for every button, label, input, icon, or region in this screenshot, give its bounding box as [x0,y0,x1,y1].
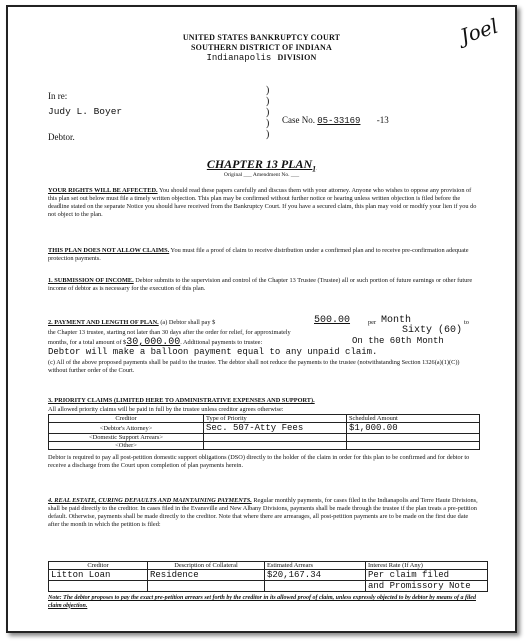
payment-period: Month [381,315,412,326]
district-name: SOUTHERN DISTRICT OF INDIANA [191,43,332,52]
plan-title [8,157,515,173]
real-estate-table-header [49,562,488,570]
re-row1-interest: Per claim filed [366,570,488,581]
table-row [49,581,488,592]
re-row2-arrears [265,581,366,592]
priority-row2-creditor: <Domestic Support Arrears> [49,434,204,442]
section3-heading-text: 3. PRIORITY CLAIMS (LIMITED HERE TO ADMINISTRATIVE EXPENSES AND SUPPORT). [48,397,315,404]
re-row1-creditor: Litton Loan [49,570,148,581]
section3-intro: All allowed priority claims will be paid in full by the trustee unless creditor agrees otherwise: [48,406,284,413]
re-col-interest: Interest Rate (If Any) [366,562,488,570]
priority-table-header [49,415,480,423]
priority-row1-amount: $1,000.00 [347,423,480,434]
section2-heading: 2. PAYMENT AND LENGTH OF PLAN. [48,319,159,326]
priority-row3-creditor: <Other> [49,442,204,450]
plan-subtitle: Original ___ Amendment No. ___ [223,172,300,178]
re-col-arrears: Estimated Arrears [265,562,366,570]
section2-line1 [48,319,215,327]
section2-line3a: months, for a total amount of $ [48,339,127,346]
section1-text: Debtor submits to the supervision and control of the Chapter 13 Trustee (Trustee) all or such portion of future earnings or other future income of debtor as is necessary for the execution of this plan. [48,277,473,292]
handwritten-note: Joel [457,13,502,49]
rights-text: You should read these papers carefully and discuss them with your attorney. Anyone who wishes to oppose any provision of this plan set out below must file a timely written objection. This plan may be confirmed without further notice or hearing unless written objection is filed before the deadline stated on the separate Notice you should have received from the Bankruptcy Court. If you have a secured claim, this plan may void or modify your lien if you do not object to the plan. [48,187,477,218]
section2-line-c: (c) All of the above proposed payments shall be paid to the trustee. The debtor shall not reduce the payments to the trustee (notwithstanding Section 1326(a)(1)(C)) without further order of the Court. [48,359,460,374]
plan-months: Sixty (60) [402,325,463,336]
plan-total: 30,000.00 [126,337,181,348]
payment-amount: 500.00 [314,315,351,326]
priority-claims-table [48,414,480,450]
rights-paragraph [48,187,480,219]
debtor-name: Judy L. Boyer [48,106,123,117]
section2-line3b: . Additional payments to trustee: [180,339,263,346]
section2-line2: the Chapter 13 trustee, starting not later than 30 days after the order for relief, for approximately [48,329,291,336]
re-col-creditor: Creditor [49,562,148,570]
plan-title-text: CHAPTER 13 PLAN [206,157,313,171]
claims-paragraph [48,247,480,263]
debtor-label: Debtor. [48,132,75,142]
re-row1-arrears: $20,167.34 [265,570,366,581]
section1-paragraph [48,277,480,293]
priority-row1-type: Sec. 507-Atty Fees [204,423,347,434]
additional-payment-2: Debtor will make a balloon payment equal to any unpaid claim. [48,347,378,357]
priority-row1-creditor: <Debtor's Attorney> [49,423,204,434]
division-label: DIVISION [277,53,317,62]
division-value: Indianapolis [206,53,272,63]
court-name: UNITED STATES BANKRUPTCY COURT [182,33,341,42]
priority-row2-amount [347,434,480,442]
case-number-line [282,115,389,126]
claims-text: You must file a proof of claim to receive distribution under a confirmed plan and to receive pre-confirmation adequate protection payments. [48,247,469,262]
case-number-label: Case No. [282,115,315,125]
re-row2-creditor [49,581,148,592]
payment-to: to [464,319,469,326]
priority-row3-type [204,442,347,450]
section4-heading: 4. REAL ESTATE, CURING DEFAULTS AND MAINTAINING PAYMENTS. [48,497,252,504]
section3-heading [48,397,315,405]
case-number-suffix: -13 [376,115,389,125]
division-line [8,52,515,63]
real-estate-table [48,561,488,592]
priority-col-creditor: Creditor [49,415,204,423]
section2-line1-text: (a) Debtor shall pay $ [160,319,216,326]
re-row1-collateral: Residence [148,570,265,581]
re-row2-interest: and Promissory Note [366,581,488,592]
table-row [49,434,480,442]
document-page [6,5,517,633]
table-row [49,570,488,581]
re-col-collateral: Description of Collateral [148,562,265,570]
plan-title-number: 1 [312,164,317,174]
priority-col-amount: Scheduled Amount [347,415,480,423]
table-row [49,423,480,434]
re-row2-collateral [148,581,265,592]
case-number-value: 05-33169 [317,116,361,126]
section4-text: Regular monthly payments, for cases filed in the Indianapolis and Terre Haute Divisions, shall be paid directly to the creditor. In cases filed in the Evansville and New Albany Divisions, payments shall be made through the trustee if the plan treats a pre-petition default. Otherwise, payments shall be made directly to the creditor. Note that where there are arrearages, all post-petition payments are to be made on the first due date after the month in which the petition is filed: [48,497,478,528]
caption-brackets: ) ) ) ) ) [266,85,270,140]
priority-row2-type [204,434,347,442]
section2-line3 [48,339,262,347]
claims-heading: THIS PLAN DOES NOT ALLOW CLAIMS. [48,247,170,254]
in-re-label: In re: [48,91,68,101]
section1-heading: 1. SUBMISSION OF INCOME. [48,277,134,284]
additional-payment-1: On the 60th Month [352,336,444,346]
priority-row3-amount [347,442,480,450]
table-row [49,442,480,450]
section4-paragraph [48,497,480,529]
rights-heading: YOUR RIGHTS WILL BE AFFECTED. [48,187,158,194]
section4-note: Note: The debtor proposes to pay the exact pre-petition arrears set forth by the creditor in its allowed proof of claim, unless expressly objected to by debtor by means of a filed claim objection. [48,595,476,609]
priority-col-type: Type of Priority [204,415,347,423]
payment-per: per [368,319,377,326]
section3-after: Debtor is required to pay all post-petition domestic support obligations (DSO) directly to the holder of the claim in order for this plan to be confirmed and for debtor to receive a discharge from the Court upon completion of plan payments herein. [48,454,470,469]
